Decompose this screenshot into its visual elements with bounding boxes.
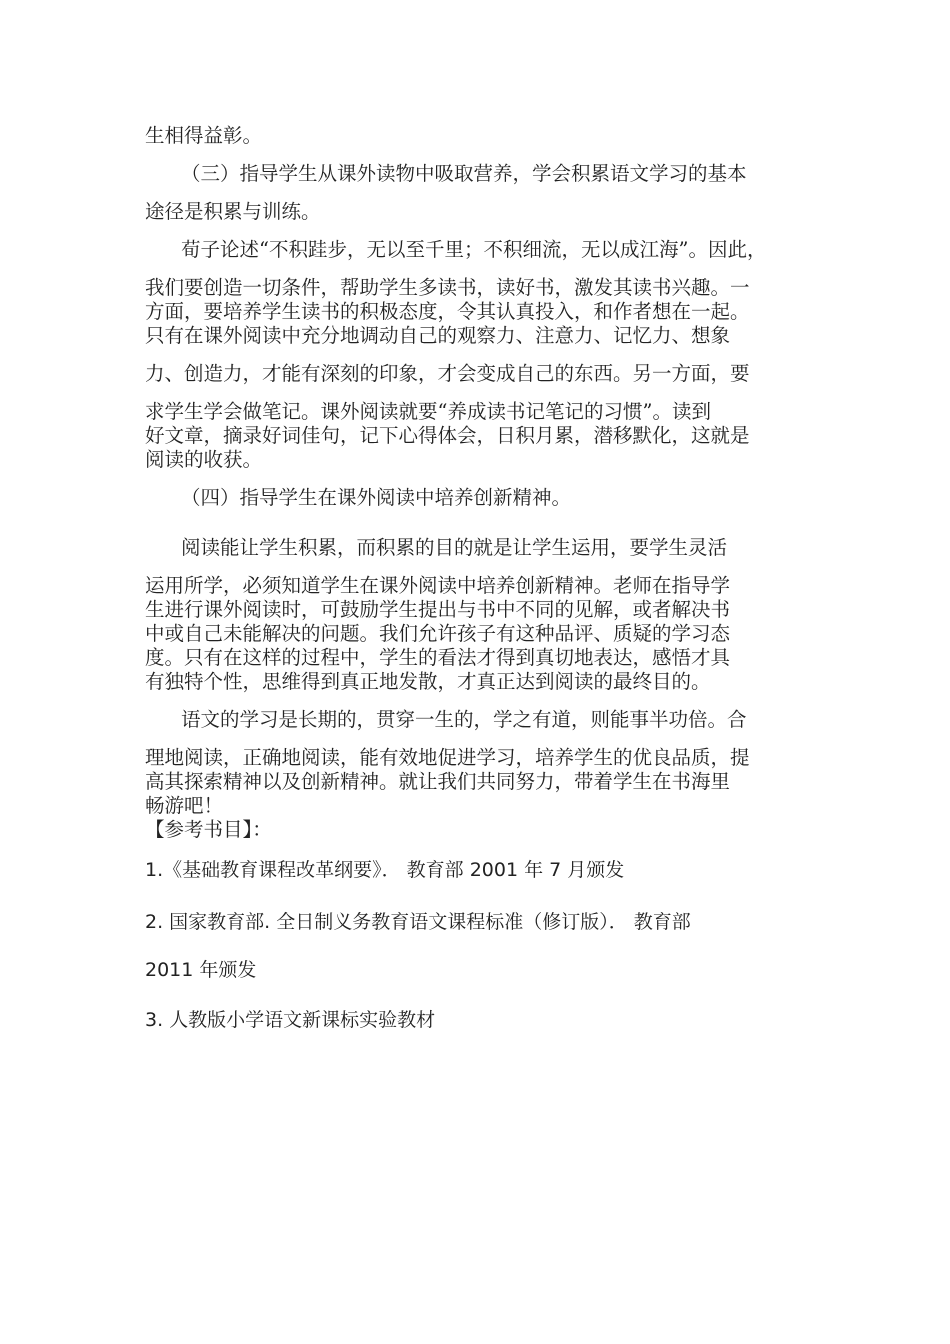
text-line: 运用所学，必须知道学生在课外阅读中培养创新精神。老师在指导学	[145, 574, 731, 597]
reference-item: 1.《基础教育课程改革纲要》． 教育部 2001 年 7 月颁发	[145, 859, 625, 881]
references-heading: 【参考书目】：	[145, 818, 272, 841]
text-line: 畅游吧！	[145, 794, 224, 817]
text-line: 中或自己未能解决的问题。我们允许孩子有这种品评、质疑的学习态	[145, 622, 731, 645]
text-line: 语文的学习是长期的，贯穿一生的，学之有道，则能事半功倍。合	[181, 708, 747, 731]
text-line: 方面，要培养学生读书的积极态度，令其认真投入，和作者想在一起。	[145, 300, 750, 323]
text-line: 阅读能让学生积累，而积累的目的就是让学生运用，要学生灵活	[181, 536, 728, 559]
text-line: 生相得益彰。	[145, 124, 263, 147]
text-line: 阅读的收获。	[145, 448, 263, 471]
text-line: 途径是积累与训练。	[145, 200, 321, 223]
reference-item: 2. 国家教育部. 全日制义务教育语文课程标准（修订版）． 教育部	[145, 911, 691, 933]
text-line: 只有在课外阅读中充分地调动自己的观察力、注意力、记忆力、想象	[145, 324, 731, 347]
text-line: 有独特个性，思维得到真正地发散，才真正达到阅读的最终目的。	[145, 670, 711, 693]
text-line: 好文章，摘录好词佳句，记下心得体会，日积月累，潜移默化，这就是	[145, 424, 750, 447]
text-line: 生进行课外阅读时，可鼓励学生提出与书中不同的见解，或者解决书	[145, 598, 731, 621]
section-heading-4: （四）指导学生在课外阅读中培养创新精神。	[181, 486, 572, 509]
reference-item: 2011 年颁发	[145, 959, 257, 981]
text-line: 我们要创造一切条件，帮助学生多读书，读好书，激发其读书兴趣。一	[145, 276, 750, 299]
section-heading-3: （三）指导学生从课外读物中吸取营养，学会积累语文学习的基本	[181, 162, 747, 185]
text-line: 度。只有在这样的过程中，学生的看法才得到真切地表达，感悟才具	[145, 646, 731, 669]
text-line: 求学生学会做笔记。课外阅读就要“养成读书记笔记的习惯”。读到	[145, 400, 711, 423]
text-line: 荀子论述“不积跬步，无以至千里；不积细流，无以成江海”。因此，	[181, 238, 767, 261]
text-line: 理地阅读，正确地阅读，能有效地促进学习，培养学生的优良品质，提	[145, 746, 750, 769]
text-line: 力、创造力，才能有深刻的印象，才会变成自己的东西。另一方面，要	[145, 362, 750, 385]
reference-item: 3. 人教版小学语文新课标实验教材	[145, 1009, 436, 1031]
text-line: 高其探索精神以及创新精神。就让我们共同努力，带着学生在书海里	[145, 770, 731, 793]
